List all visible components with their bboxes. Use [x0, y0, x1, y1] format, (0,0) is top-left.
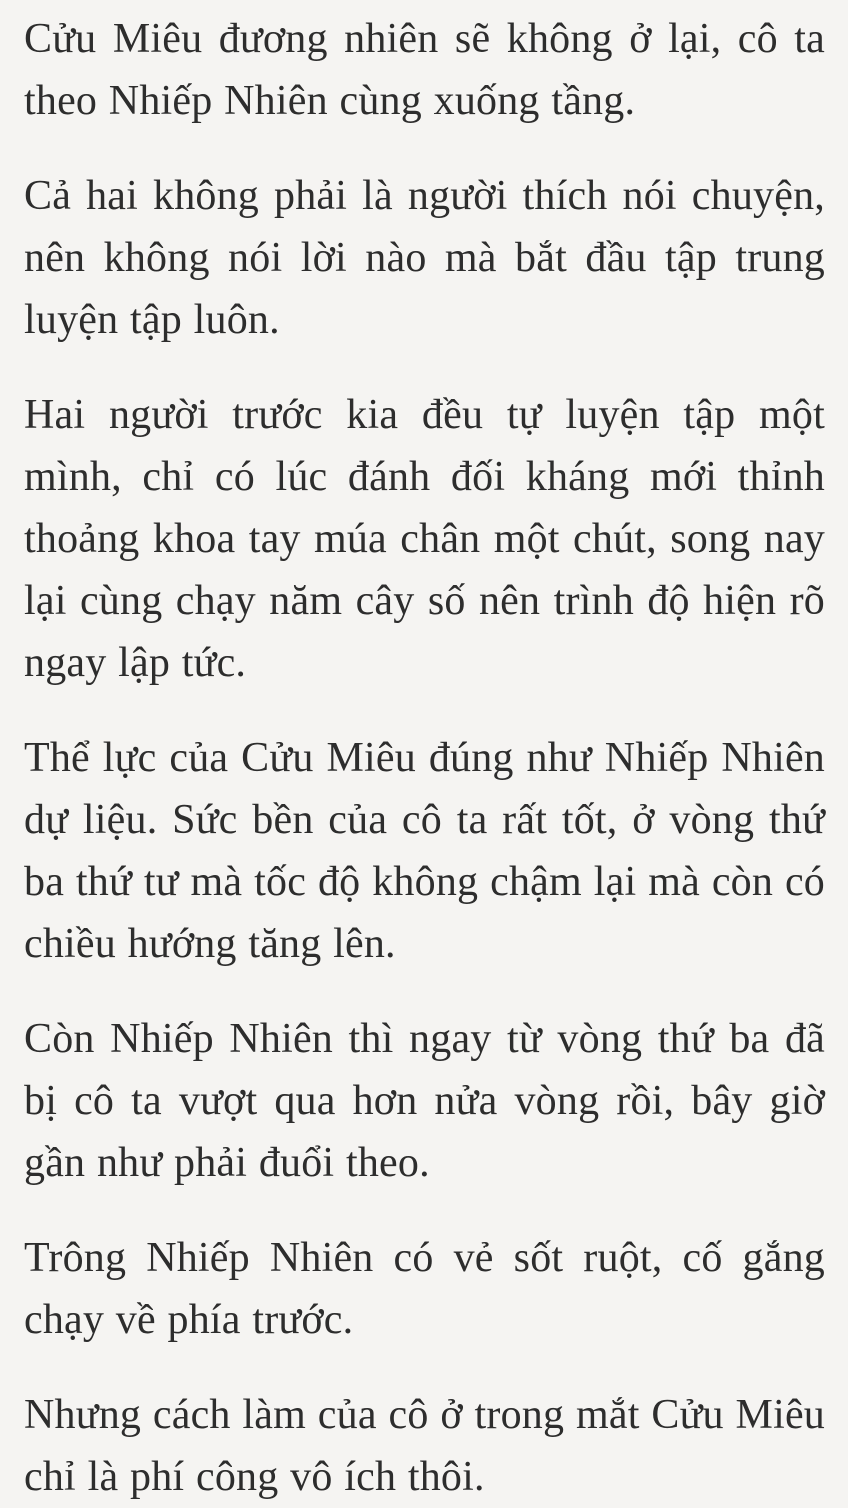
- paragraph: Nhưng cách làm của cô ở trong mắt Cửu Miêu chỉ là phí công vô ích thôi.: [24, 1392, 825, 1500]
- paragraph: Thể lực của Cửu Miêu đúng như Nhiếp Nhiên dự liệu. Sức bền của cô ta rất tốt, ở vòng thứ ba thứ tư mà tốc độ không chậm lại mà còn có chiều hướng tăng lên.: [24, 735, 825, 967]
- paragraph: Cả hai không phải là người thích nói chuyện, nên không nói lời nào mà bắt đầu tập trung luyện tập luôn.: [24, 173, 825, 343]
- paragraph: Còn Nhiếp Nhiên thì ngay từ vòng thứ ba đã bị cô ta vượt qua hơn nửa vòng rồi, bây giờ gần như phải đuổi theo.: [24, 1016, 825, 1186]
- paragraph: Hai người trước kia đều tự luyện tập một mình, chỉ có lúc đánh đối kháng mới thỉnh thoảng khoa tay múa chân một chút, song nay lại cùng chạy năm cây số nên trình độ hiện rõ ngay lập tức.: [24, 392, 825, 686]
- paragraph: Cửu Miêu đương nhiên sẽ không ở lại, cô ta theo Nhiếp Nhiên cùng xuống tầng.: [24, 16, 825, 124]
- paragraph: Trông Nhiếp Nhiên có vẻ sốt ruột, cố gắng chạy về phía trước.: [24, 1235, 825, 1343]
